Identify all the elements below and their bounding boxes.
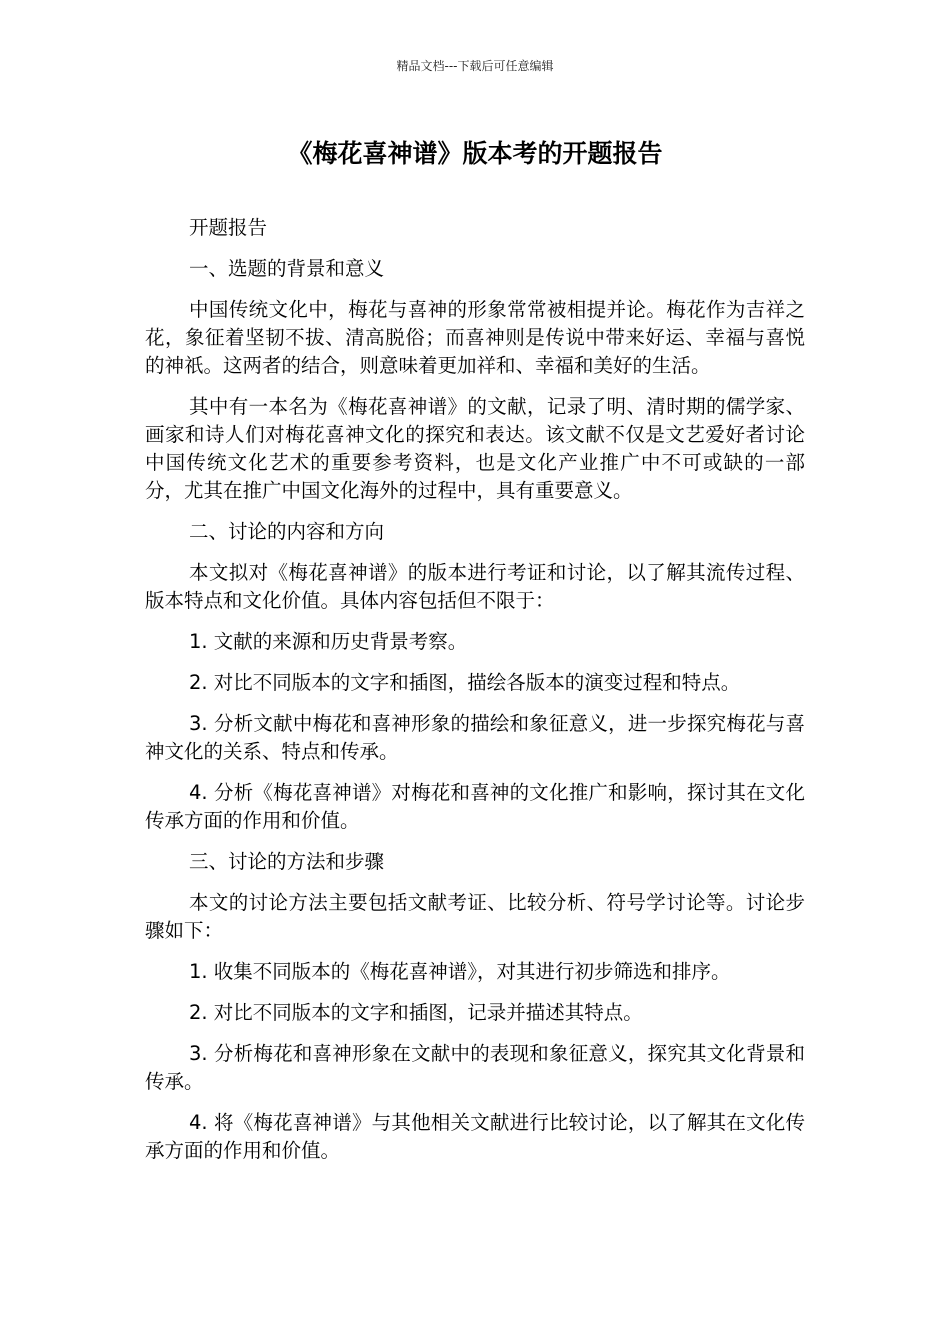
list-item: 2. 对比不同版本的文字和插图，记录并描述其特点。 — [189, 1001, 643, 1024]
list-item: 1. 收集不同版本的《梅花喜神谱》，对其进行初步筛选和排序。 — [189, 960, 731, 983]
document-title: 《梅花喜神谱》版本考的开题报告 — [287, 139, 663, 168]
document-body — [145, 214, 805, 1178]
paragraph-background: 中国传统文化中，梅花与喜神的形象常常被相提并论。梅花作为吉祥之花，象征着坚韧不拔、清高脱俗；而喜神则是传说中带来好运、幸福与喜悦的神祇。这两者的结合，则意味着更加祥和、幸福和美好的生活。 — [145, 298, 805, 377]
paragraph-document-intro: 其中有一本名为《梅花喜神谱》的文献，记录了明、清时期的儒学家、画家和诗人们对梅花喜神文化的探究和表达。该文献不仅是文艺爱好者讨论中国传统文化艺术的重要参考资料，也是文化产业推广中不可或缺的一部分，尤其在推广中国文化海外的过程中，具有重要意义。 — [145, 395, 805, 502]
report-label: 开题报告 — [189, 216, 268, 239]
section-heading-methods: 三、讨论的方法和步骤 — [189, 850, 385, 873]
list-item: 3. 分析文献中梅花和喜神形象的描绘和象征意义，进一步探究梅花与喜神文化的关系、特点和传承。 — [145, 712, 805, 763]
list-item: 4. 将《梅花喜神谱》与其他相关文献进行比较讨论，以了解其在文化传承方面的作用和价值。 — [145, 1111, 805, 1162]
paragraph-content-intro: 本文拟对《梅花喜神谱》的版本进行考证和讨论，以了解其流传过程、版本特点和文化价值。具体内容包括但不限于： — [145, 561, 805, 612]
list-item: 2. 对比不同版本的文字和插图，描绘各版本的演变过程和特点。 — [189, 671, 741, 694]
section-heading-background: 一、选题的背景和意义 — [189, 257, 385, 280]
list-item: 1. 文献的来源和历史背景考察。 — [189, 630, 468, 653]
list-item: 4. 分析《梅花喜神谱》对梅花和喜神的文化推广和影响，探讨其在文化传承方面的作用和价值。 — [145, 781, 805, 832]
paragraph-methods-intro: 本文的讨论方法主要包括文献考证、比较分析、符号学讨论等。讨论步骤如下： — [145, 891, 805, 942]
section-heading-content: 二、讨论的内容和方向 — [189, 520, 385, 543]
header-note: 精品文档---下载后可任意编辑 — [396, 59, 554, 73]
list-item: 3. 分析梅花和喜神形象在文献中的表现和象征意义，探究其文化背景和传承。 — [145, 1042, 805, 1093]
